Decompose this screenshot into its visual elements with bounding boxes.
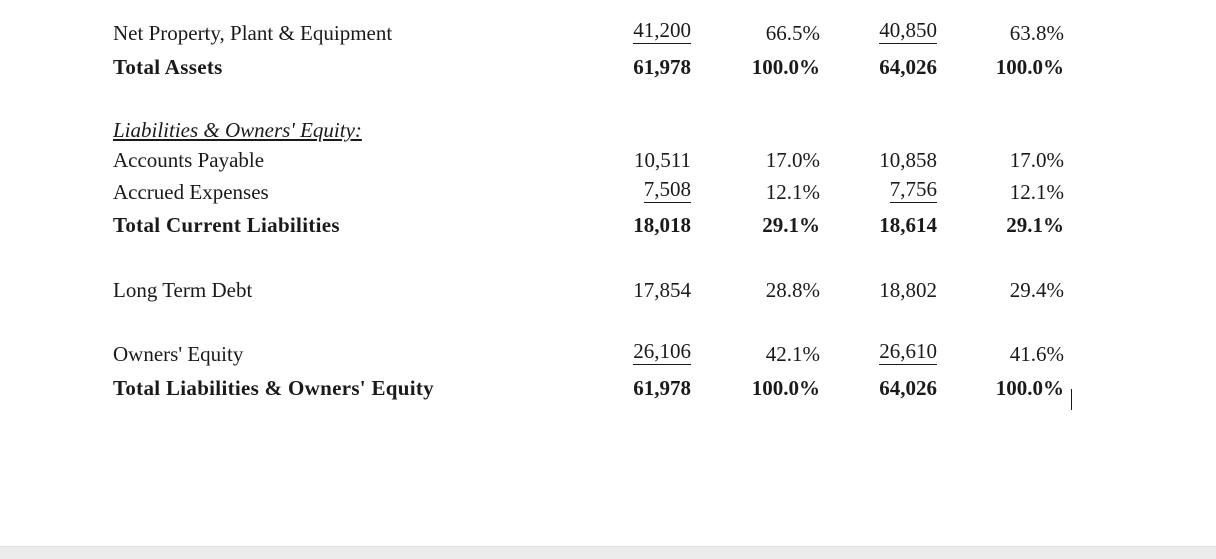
percent-year2: 29.4% xyxy=(1009,278,1064,302)
percent-year1: 66.5% xyxy=(765,21,820,45)
value-year2: 18,614 xyxy=(879,213,937,237)
percent-year2: 41.6% xyxy=(1009,342,1064,366)
row-label: Accrued Expenses xyxy=(113,180,269,204)
percent-year1: 17.0% xyxy=(765,148,820,172)
value-year2: 7,756 xyxy=(889,177,937,201)
percent-year2: 63.8% xyxy=(1009,21,1064,45)
value-year1: 61,978 xyxy=(633,55,691,79)
row-net-ppe xyxy=(0,18,1216,48)
row-total-current-liabilities xyxy=(0,210,1216,240)
percent-year1: 100.0% xyxy=(751,55,820,79)
percent-year2: 100.0% xyxy=(995,55,1064,79)
row-owners-equity xyxy=(0,339,1216,369)
section-header-liabilities xyxy=(0,115,1216,145)
value-year2: 10,858 xyxy=(879,148,937,172)
percent-year2: 17.0% xyxy=(1009,148,1064,172)
window-bottom-edge xyxy=(0,546,1216,559)
percent-year1: 29.1% xyxy=(762,213,820,237)
value-year1: 61,978 xyxy=(633,376,691,400)
value-year2: 18,802 xyxy=(879,278,937,302)
row-label: Long Term Debt xyxy=(113,278,253,302)
value-year2: 40,850 xyxy=(879,18,937,42)
value-year2: 64,026 xyxy=(879,376,937,400)
percent-year1: 12.1% xyxy=(765,180,820,204)
value-year1: 18,018 xyxy=(633,213,691,237)
row-total-liabilities-equity xyxy=(0,373,1216,403)
row-label: Owners' Equity xyxy=(113,342,244,366)
row-long-term-debt xyxy=(0,275,1216,305)
value-year1: 7,508 xyxy=(643,177,691,201)
percent-year2: 12.1% xyxy=(1009,180,1064,204)
value-year1: 26,106 xyxy=(633,339,691,363)
row-accrued-expenses xyxy=(0,177,1216,207)
text-cursor xyxy=(1071,389,1072,410)
value-year2: 64,026 xyxy=(879,55,937,79)
percent-year1: 42.1% xyxy=(765,342,820,366)
row-total-assets xyxy=(0,52,1216,82)
value-year1: 10,511 xyxy=(634,148,691,172)
percent-year2: 100.0% xyxy=(995,376,1064,400)
value-year2: 26,610 xyxy=(879,339,937,363)
row-label: Net Property, Plant & Equipment xyxy=(113,21,393,45)
percent-year2: 29.1% xyxy=(1006,213,1064,237)
row-label: Total Current Liabilities xyxy=(113,213,340,237)
row-label: Total Assets xyxy=(113,55,223,79)
percent-year1: 28.8% xyxy=(765,278,820,302)
row-accounts-payable xyxy=(0,145,1216,175)
row-label: Total Liabilities & Owners' Equity xyxy=(113,376,434,400)
value-year1: 41,200 xyxy=(633,18,691,42)
section-title: Liabilities & Owners' Equity: xyxy=(113,118,362,142)
value-year1: 17,854 xyxy=(633,278,691,302)
percent-year1: 100.0% xyxy=(751,376,820,400)
row-label: Accounts Payable xyxy=(113,148,265,172)
